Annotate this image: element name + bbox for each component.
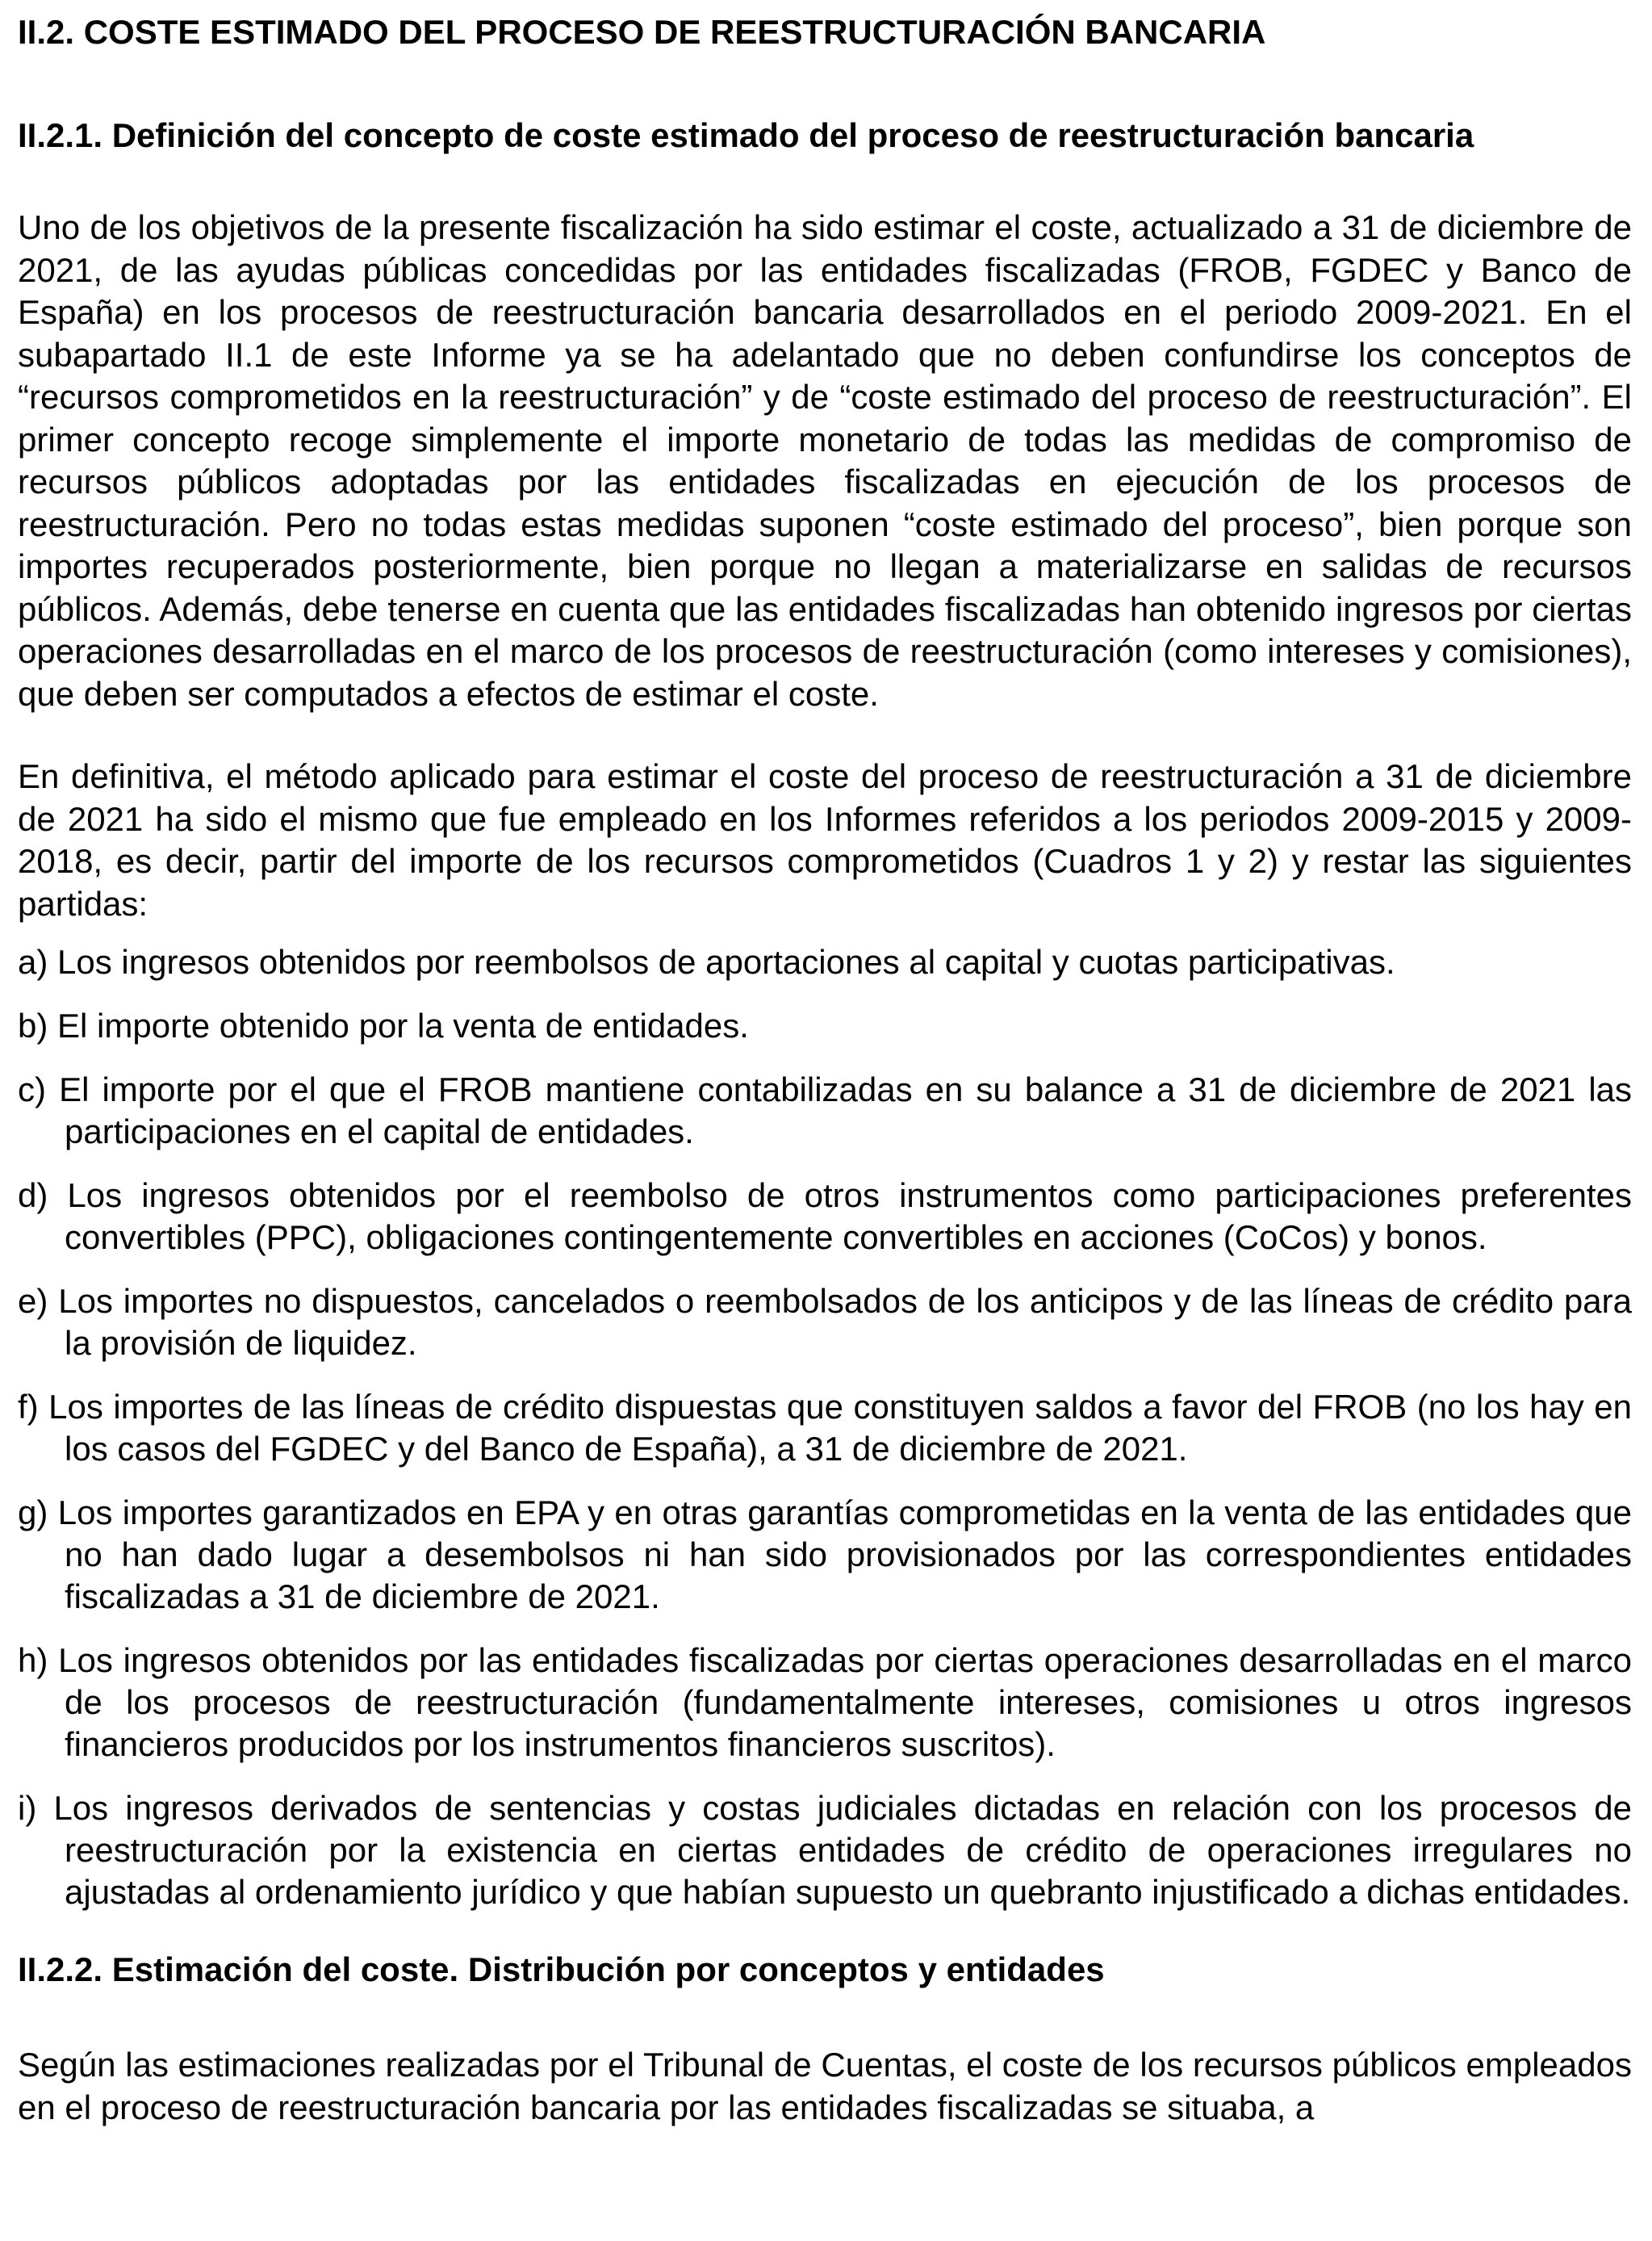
paragraph-method: En definitiva, el método aplicado para estimar el coste del proceso de reestructuración a 31 de diciembre de 2021 ha sido el mismo que fue empleado en los Informes referidos a los periodos 2009-2015 y 2009-2018, es decir, partir del importe de los recursos comprometidos (Cuadros 1 y 2) y restar las siguientes partidas: — [18, 757, 1632, 923]
list-item-text: El importe obtenido por la venta de entidades. — [57, 1007, 749, 1045]
list-marker: b) — [18, 1007, 48, 1045]
subsection-heading-estimation: II.2.2. Estimación del coste. Distribución por conceptos y entidades — [18, 1950, 1105, 1988]
list-item — [18, 941, 1632, 983]
list-item — [18, 1280, 1632, 1364]
list-item — [18, 1386, 1632, 1470]
list-item-text: Los ingresos obtenidos por las entidades fiscalizadas por ciertas operaciones desarrolladas en el marco de los procesos de reestructuración (fundamentalmente intereses, comisiones u otros ingresos financieros producidos por los instrumentos financieros suscritos). — [58, 1641, 1632, 1763]
list-item-text: Los importes garantizados en EPA y en otras garantías comprometidas en la venta de las entidades que no han dado lugar a desembolsos ni han sido provisionados por las correspondientes entidades fiscalizadas a 31 de diciembre de 2021. — [57, 1493, 1632, 1615]
paragraph-estimates: Según las estimaciones realizadas por el Tribunal de Cuentas, el coste de los recursos públicos empleados en el proceso de reestructuración bancaria por las entidades fiscalizadas se situaba, a — [18, 2046, 1632, 2126]
paragraph-objectives: Uno de los objetivos de la presente fiscalización ha sido estimar el coste, actualizado a 31 de diciembre de 2021, de las ayudas públicas concedidas por las entidades fiscalizadas (FROB, FGDEC y Banco de España) en los procesos de reestructuración bancaria desarrollados en el periodo 2009-2021. En el subapartado II.1 de este Informe ya se ha adelantado que no deben confundirse los conceptos de “recursos comprometidos en la reestructuración” y de “coste estimado del proceso de reestructuración”. El primer concepto recoge simplemente el importe monetario de todas las medidas de compromiso de recursos públicos adoptadas por las entidades fiscalizadas en ejecución de los procesos de reestructuración. Pero no todas estas medidas suponen “coste estimado del proceso”, bien porque son importes recuperados posteriormente, bien porque no llegan a materializarse en salidas de recursos públicos. Además, debe tenerse en cuenta que las entidades fiscalizadas han obtenido ingresos por ciertas operaciones desarrolladas en el marco de los procesos de reestructuración (como intereses y comisiones), que deben ser computados a efectos de estimar el coste. — [18, 208, 1632, 713]
list-marker: i) — [18, 1789, 37, 1827]
list-item-text: Los importes de las líneas de crédito dispuestas que constituyen saldos a favor del FROB (no los hay en los casos del FGDEC y del Banco de España), a 31 de diciembre de 2021. — [48, 1388, 1633, 1468]
list-marker: a) — [18, 943, 48, 981]
list-item — [18, 1492, 1632, 1618]
list-item-text: Los ingresos obtenidos por reembolsos de aportaciones al capital y cuotas participativas. — [57, 943, 1395, 981]
list-marker: e) — [18, 1282, 48, 1320]
list-item — [18, 1069, 1632, 1153]
list-item-text: Los importes no dispuestos, cancelados o reembolsados de los anticipos y de las líneas de crédito para la provisión de liquidez. — [58, 1282, 1632, 1362]
list-item — [18, 1005, 1632, 1047]
list-marker: d) — [18, 1176, 48, 1214]
list-item — [18, 1175, 1632, 1259]
list-item — [18, 1640, 1632, 1766]
list-marker: f) — [18, 1388, 39, 1426]
document-page — [18, 11, 1632, 2129]
list-marker: h) — [18, 1641, 48, 1679]
list-item-text: Los ingresos derivados de sentencias y costas judiciales dictadas en relación con los procesos de reestructuración por la existencia en ciertas entidades de crédito de operaciones irregulares no ajustadas al ordenamiento jurídico y que habían supuesto un quebranto injustificado a dichas entidades. — [53, 1789, 1633, 1911]
list-marker: g) — [18, 1493, 48, 1531]
list-marker: c) — [18, 1070, 46, 1108]
section-heading: II.2. COSTE ESTIMADO DEL PROCESO DE REESTRUCTURACIÓN BANCARIA — [18, 13, 1266, 51]
deduction-list — [18, 941, 1632, 1913]
list-item — [18, 1787, 1632, 1913]
list-item-text: Los ingresos obtenidos por el reembolso de otros instrumentos como participaciones preferentes convertibles (PPC), obligaciones contingentemente convertibles en acciones (CoCos) y bonos. — [65, 1176, 1632, 1256]
list-item-text: El importe por el que el FROB mantiene contabilizadas en su balance a 31 de diciembre de 2021 las participaciones en el capital de entidades. — [59, 1070, 1633, 1150]
subsection-heading-definition: II.2.1. Definición del concepto de coste estimado del proceso de reestructuración bancaria — [18, 116, 1474, 154]
